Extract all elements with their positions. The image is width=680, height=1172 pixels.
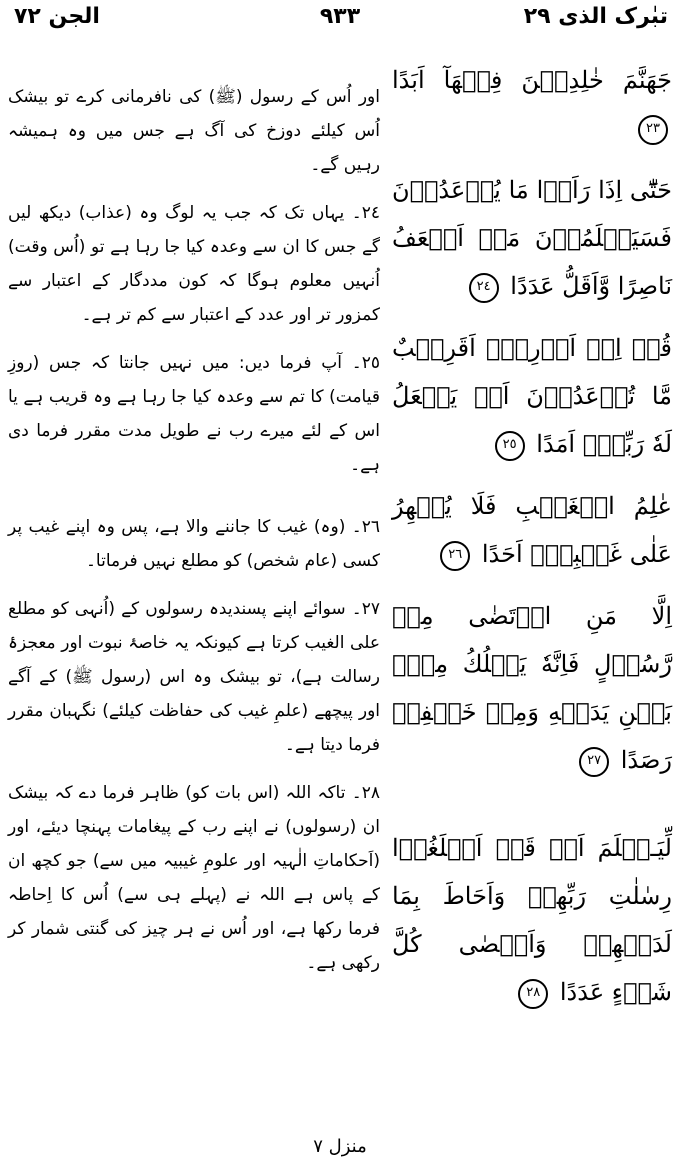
page-number: ٩٣٣ <box>319 4 361 29</box>
verse-text: قُلۡ اِنۡ اَدۡرِىۡۤ اَقَرِيۡبٌ مَّا تُوۡعَدُوۡنَ اَمۡ يَجۡعَلُ لَهٗ رَبِّىۡۤ اَمَدًا <box>392 334 672 458</box>
verse-text: اِلَّا مَنِ ارۡتَضٰى مِنۡ رَّسُوۡلٍ فَاِنَّهٗ يَسۡلُكُ مِنۡۢ بَيۡنِ يَدَيۡهِ وَمِنۡ خَلۡفِهٖ رَصَدًا <box>392 602 672 774</box>
arabic-verse <box>392 824 672 1016</box>
surah-name: الجن ٧٢ <box>14 4 100 29</box>
ayah-number-marker: ٢٧ <box>579 747 609 777</box>
verse-text: جَهَنَّمَ خٰلِدِيۡنَ فِيۡهَآ اَبَدًا <box>392 66 672 94</box>
ayah-number-marker: ٢٥ <box>495 431 525 461</box>
verse-text: عٰلِمُ الۡغَيۡبِ فَلَا يُظۡهِرُ عَلٰى غَيۡبِهٖۤ اَحَدًا <box>392 492 672 568</box>
page-header <box>0 0 680 40</box>
urdu-paragraph: ٢٨۔ تاکہ اللہ (اس بات کو) ظاہر فرما دے کہ بیشک ان (رسولوں) نے اپنے رب کے پیغامات پہنچا دیئے، اور (اَحکاماتِ الٰہیہ اور علومِ غیبیہ میں سے) جو کچھ ان کے پاس ہے اللہ نے (پہلے ہی سے) اُس کا اِحاطہ فرما رکھا ہے، اور اُس نے ہر چیز کی گنتی شمار کر رکھی ہے۔ <box>8 783 380 973</box>
urdu-translation-column <box>8 80 380 994</box>
urdu-paragraph: ٢٥۔ آپ فرما دیں: میں نہیں جانتا کہ جس (روزِ قیامت) کا تم سے وعدہ کیا جا رہا ہے وہ قریب ہے یا اس کے لئے میرے رب نے طویل مدت مقرر فرما دی ہے۔ <box>8 353 380 475</box>
arabic-verse <box>392 166 672 310</box>
urdu-paragraph: ٢٦۔ (وہ) غیب کا جاننے والا ہے، پس وہ اپنے غیب پر کسی (عام شخص) کو مطلع نہیں فرماتا۔ <box>8 517 380 571</box>
urdu-paragraph: اور اُس کے رسول (ﷺ) کی نافرمانی کرے تو بیشک اُس کیلئے دوزخ کی آگ ہے جس میں وہ ہمیشہ رہیں گے۔ <box>8 87 380 175</box>
verse-text: حَتّٰٓى اِذَا رَاَوۡا مَا يُوۡعَدُوۡنَ فَسَيَعۡلَمُوۡنَ مَنۡ اَضۡعَفُ نَاصِرًا وَّاَقَلُّ عَدَدًا <box>392 176 672 300</box>
verse-text: لِّيَـعۡلَمَ اَنۡ قَدۡ اَبۡلَغُوۡا رِسٰلٰتِ رَبِّهِمۡ وَاَحَاطَ بِمَا لَدَيۡهِمۡ وَاَحۡصٰى كُلَّ شَىۡءٍ عَدَدًا <box>392 834 672 1006</box>
ayah-number-marker: ٢٦ <box>440 541 470 571</box>
manzil-footer: منزل ٧ <box>313 1136 367 1157</box>
arabic-verse <box>392 482 672 578</box>
arabic-verse <box>392 592 672 784</box>
juz-name: تبٰرک الذی ٢٩ <box>523 4 668 29</box>
arabic-verse <box>392 56 672 152</box>
arabic-text-column <box>392 56 672 1030</box>
ayah-number-marker: ٢٨ <box>518 979 548 1009</box>
ayah-number-marker: ٢٣ <box>638 115 668 145</box>
urdu-paragraph: ٢٧۔ سوائے اپنے پسندیدہ رسولوں کے (اُنہی کو مطلع علی الغیب کرتا ہے کیونکہ یہ خاصۂ نبوت اور معجزۂ رسالت ہے)، تو بیشک وہ اس (رسول ﷺ) کے آگے اور پیچھے (علمِ غیب کی حفاظت کیلئے) نگہبان مقرر فرما دیتا ہے۔ <box>8 599 380 755</box>
ayah-number-marker: ٢٤ <box>469 273 499 303</box>
arabic-verse <box>392 324 672 468</box>
urdu-paragraph: ٢٤۔ یہاں تک کہ جب یہ لوگ وہ (عذاب) دیکھ لیں گے جس کا ان سے وعدہ کیا جا رہا ہے تو (اُس وقت) اُنہیں معلوم ہوگا کہ کون مددگار کے اعتبار سے کمزور تر اور عدد کے اعتبار سے کم تر ہے۔ <box>8 203 380 325</box>
